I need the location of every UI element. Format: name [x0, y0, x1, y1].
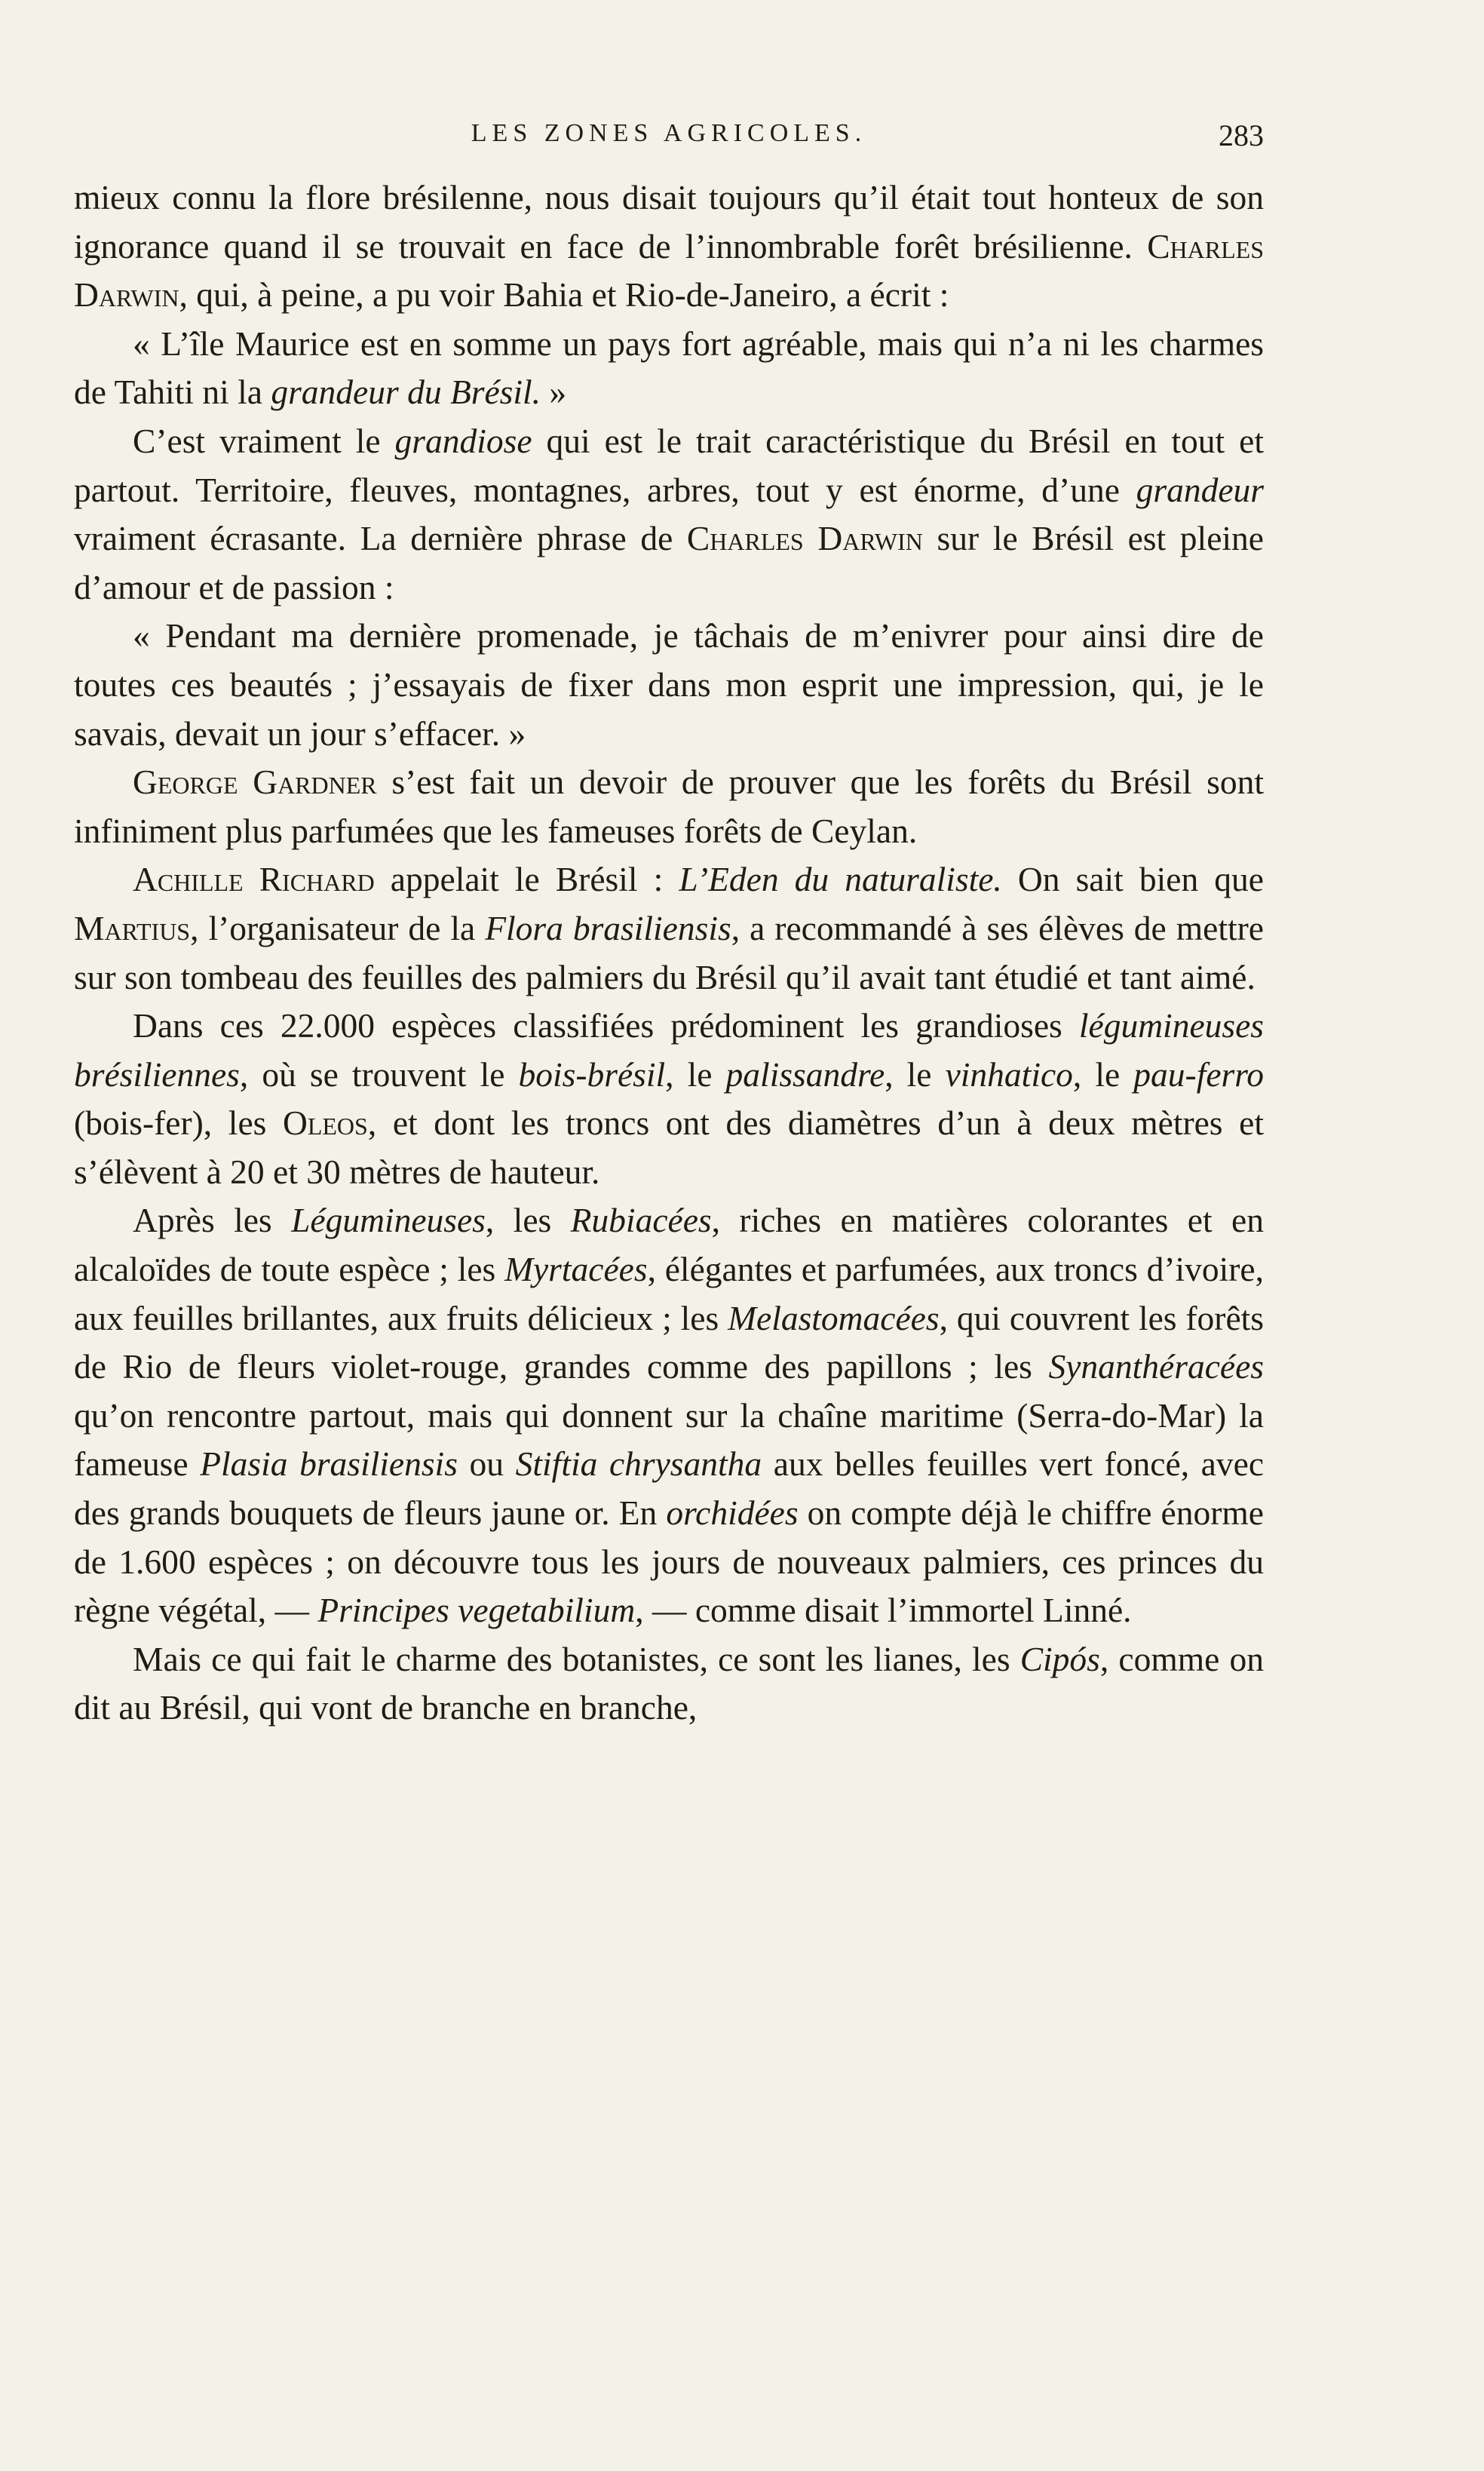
book-page	[74, 113, 1264, 2414]
text-run: , et dont les troncs ont des diamètres d’un à deux mètres et s’élèvent à 20 et 30 mètres de hauteur.	[74, 1104, 1264, 1191]
text-run: C’est vraiment le	[133, 421, 395, 460]
text-run: , l’organisateur de la	[190, 908, 486, 947]
italic-text: Légumineuses	[291, 1201, 486, 1240]
italic-text: légumineuses brésiliennes	[74, 1006, 1264, 1094]
paragraph	[74, 855, 1264, 1002]
body-text	[74, 173, 1264, 1733]
text-run: appelait le Brésil :	[374, 860, 679, 899]
paragraph	[74, 758, 1264, 855]
page-number: 283	[1219, 118, 1264, 152]
italic-text: Plasia brasiliensis	[200, 1444, 458, 1484]
italic-text: vinhatico	[945, 1054, 1073, 1094]
italic-text: grandeur	[1136, 470, 1264, 509]
text-run: qui est le trait caractéristique du Brésil en tout et partout. Territoire, fleuves, montagnes, arbres, tout y est énorme, d’une	[74, 421, 1264, 509]
paragraph	[74, 1635, 1264, 1733]
text-run: , le	[1072, 1054, 1134, 1094]
page-header	[74, 113, 1264, 173]
paragraph	[74, 1002, 1264, 1196]
paragraph	[74, 417, 1264, 612]
italic-text: Cipós	[1019, 1639, 1100, 1678]
text-run: Mais ce qui fait le charme des botanistes, ce sont les lianes, les	[133, 1639, 1020, 1678]
italic-text: Flora brasiliensis	[485, 908, 731, 947]
text-run: , qui, à peine, a pu voir Bahia et Rio-de-Janeiro, a écrit :	[179, 275, 949, 315]
text-run: aux belles feuilles vert foncé, avec des grands bouquets de fleurs jaune or. En	[74, 1444, 1265, 1533]
text-run: , qui couvrent les forêts de Rio de fleurs violet-rouge, grandes comme des papillons ; les	[74, 1298, 1264, 1386]
paragraph	[74, 173, 1264, 320]
text-run: sur le Brésil est pleine d’amour et de passion :	[74, 519, 1264, 606]
text-run: , — comme disait l’immortel Linné.	[635, 1591, 1132, 1630]
italic-text: Myrtacées	[504, 1250, 648, 1289]
text-run: , riches en matières colorantes et en alcaloïdes de toute espèce ; les	[74, 1201, 1264, 1289]
italic-text: grandiose	[394, 421, 532, 460]
small-caps-name: Achille Richard	[133, 860, 375, 899]
text-run: « L’île Maurice est en somme un pays fort agréable, mais qui n’a ni les charmes de Tahiti ni la	[74, 324, 1264, 412]
small-caps-name: George Gardner	[133, 763, 377, 802]
text-run: »	[541, 373, 567, 412]
text-run: , le	[885, 1054, 946, 1094]
text-run: , le	[665, 1054, 726, 1094]
text-run: , où se trouvent le	[239, 1054, 519, 1094]
italic-text: Synanthéracées	[1048, 1347, 1264, 1386]
text-run: on compte déjà le chiffre énorme de 1.600 espèces ; on découvre tous les jours de nouveaux palmiers, ces princes du règne végétal, —	[74, 1493, 1264, 1630]
italic-text: pau-ferro	[1133, 1054, 1265, 1094]
paragraph	[74, 612, 1264, 758]
italic-text: Melastomacées	[728, 1298, 940, 1337]
paragraph	[74, 320, 1264, 417]
text-run: , comme on dit au Brésil, qui vont de branche en branche,	[74, 1639, 1264, 1727]
text-run: (bois-fer), les	[74, 1104, 283, 1143]
italic-text: Rubiacées	[570, 1201, 712, 1240]
text-run: Dans ces 22.000 espèces classifiées prédominent les grandioses	[133, 1006, 1079, 1045]
text-run: , les	[485, 1201, 571, 1240]
text-run: , élégantes et parfumées, aux troncs d’ivoire, aux feuilles brillantes, aux fruits délicieux ; les	[74, 1250, 1264, 1337]
paragraph	[74, 1196, 1264, 1635]
text-run: ou	[457, 1444, 516, 1484]
text-run: On sait bien que	[1001, 860, 1264, 899]
italic-text: palissandre	[725, 1054, 885, 1094]
text-run: , a recommandé à ses élèves de mettre sur son tombeau des feuilles des palmiers du Brésil qu’il avait tant étudié et tant aimé.	[74, 908, 1264, 996]
running-title: LES ZONES AGRICOLES.	[471, 119, 867, 147]
text-run: qu’on rencontre partout, mais qui donnent sur la chaîne maritime (Serra-do-Mar) la fameuse	[74, 1395, 1264, 1484]
italic-text: L’Eden du naturaliste.	[679, 860, 1002, 899]
italic-text: grandeur du Brésil.	[271, 373, 541, 412]
italic-text: bois-brésil	[518, 1054, 666, 1094]
small-caps-name: Charles Darwin	[74, 226, 1264, 315]
small-caps-name: Charles Darwin	[686, 519, 923, 558]
text-run: Après les	[133, 1201, 292, 1240]
italic-text: Principes vegetabilium	[317, 1591, 636, 1630]
small-caps-name: Oleos	[282, 1104, 368, 1143]
text-run: « Pendant ma dernière promenade, je tâchais de m’enivrer pour ainsi dire de toutes ces beautés ; j’essayais de fixer dans mon esprit une impression, qui, je le savais, devait un jour s’effacer. »	[74, 616, 1264, 753]
small-caps-name: Martius	[74, 908, 191, 947]
italic-text: Stiftia chrysantha	[515, 1444, 762, 1484]
text-run: mieux connu la flore brésilenne, nous disait toujours qu’il était tout honteux de son ignorance quand il se trouvait en face de l’innombrable forêt brésilienne.	[74, 178, 1264, 266]
italic-text: orchidées	[666, 1493, 799, 1533]
text-run: vraiment écrasante. La dernière phrase de	[74, 519, 687, 558]
text-run: s’est fait un devoir de prouver que les forêts du Brésil sont infiniment plus parfumées que les fameuses forêts de Ceylan.	[74, 763, 1265, 850]
